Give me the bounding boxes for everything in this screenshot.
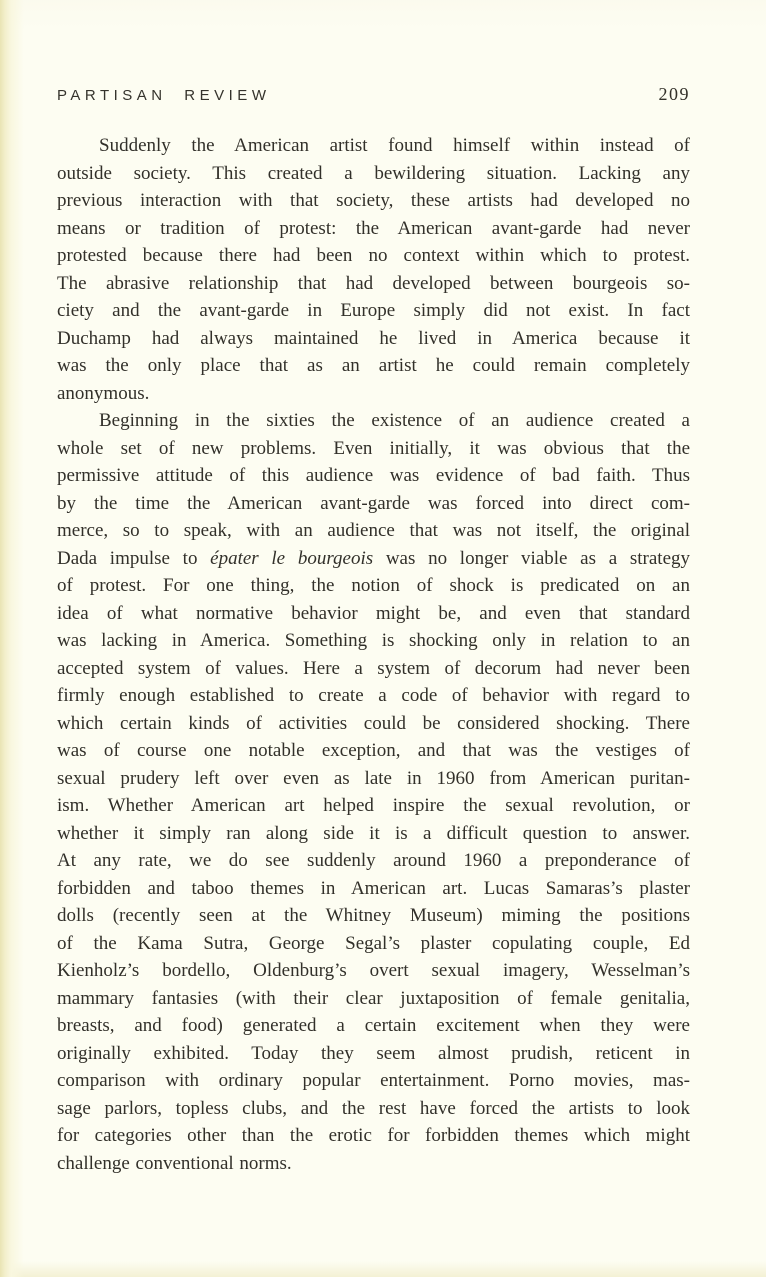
- text-line: Duchamp had always maintained he lived in America because it: [57, 327, 690, 349]
- text-line: merce, so to speak, with an audience that was not itself, the original: [57, 520, 690, 541]
- text-line: ciety and the avant-garde in Europe simply did not exist. In fact: [57, 300, 690, 321]
- text-line: Kienholz’s bordello, Oldenburg’s overt sexual imagery, Wesselman’s: [57, 960, 690, 981]
- text-line: previous interaction with that society, these artists had developed no: [57, 190, 690, 211]
- text-line: sexual prudery left over even as late in 1960 from American puritan-: [57, 767, 690, 789]
- text-line: means or tradition of protest: the American avant-garde had never: [57, 217, 690, 239]
- text-line: was the only place that as an artist he could remain completely: [57, 355, 690, 376]
- text-line: accepted system of values. Here a system of decorum had never been: [57, 657, 690, 679]
- paragraph: [57, 407, 690, 1177]
- running-header: [57, 84, 690, 105]
- text-line: Beginning in the sixties the existence of an audience created a: [99, 410, 690, 431]
- text-line: protested because there had been no context within which to protest.: [57, 245, 690, 266]
- text-line: comparison with ordinary popular entertainment. Porno movies, mas-: [57, 1070, 690, 1091]
- text-line: of the Kama Sutra, George Segal’s plaster copulating couple, Ed: [57, 932, 690, 954]
- page-number: 209: [658, 84, 690, 104]
- text-line: by the time the American avant-garde was forced into direct com-: [57, 492, 690, 514]
- text-line: permissive attitude of this audience was evidence of bad faith. Thus: [57, 465, 690, 486]
- text-line: sage parlors, topless clubs, and the rest have forced the artists to look: [57, 1097, 690, 1119]
- text-line: was lacking in America. Something is shocking only in relation to an: [57, 630, 690, 651]
- text-line: The abrasive relationship that had developed between bourgeois so-: [57, 272, 690, 294]
- text-line: of protest. For one thing, the notion of shock is predicated on an: [57, 575, 690, 596]
- text-line: mammary fantasies (with their clear juxtaposition of female genitalia,: [57, 987, 690, 1009]
- journal-title: PARTISAN REVIEW: [57, 87, 271, 104]
- text-line: At any rate, we do see suddenly around 1960 a preponderance of: [57, 850, 690, 871]
- text-line: Dada impulse to épater le bourgeois was no longer viable as a strategy: [57, 547, 690, 569]
- text-line: whether it simply ran along side it is a difficult question to answer.: [57, 822, 690, 844]
- text-line: firmly enough established to create a code of behavior with regard to: [57, 685, 690, 706]
- text-line: idea of what normative behavior might be, and even that standard: [57, 602, 690, 624]
- text-line: originally exhibited. Today they seem almost prudish, reticent in: [57, 1042, 690, 1064]
- text-line: was of course one notable exception, and that was the vestiges of: [57, 740, 690, 761]
- text-line: whole set of new problems. Even initially, it was obvious that the: [57, 437, 690, 459]
- page-body-text: [57, 132, 690, 1177]
- text-line: ism. Whether American art helped inspire the sexual revolution, or: [57, 795, 690, 816]
- text-line: forbidden and taboo themes in American art. Lucas Samaras’s plaster: [57, 877, 690, 899]
- text-line: outside society. This created a bewildering situation. Lacking any: [57, 162, 690, 184]
- text-column: [57, 84, 690, 1177]
- text-line: anonymous.: [57, 382, 150, 404]
- text-line: challenge conventional norms.: [57, 1152, 292, 1174]
- text-line: Suddenly the American artist found himself within instead of: [99, 135, 690, 156]
- text-line: dolls (recently seen at the Whitney Museum) miming the positions: [57, 905, 690, 926]
- text-line: which certain kinds of activities could be considered shocking. There: [57, 712, 690, 734]
- paragraph: [57, 132, 690, 407]
- text-line: for categories other than the erotic for forbidden themes which might: [57, 1125, 690, 1146]
- text-line: breasts, and food) generated a certain excitement when they were: [57, 1015, 690, 1036]
